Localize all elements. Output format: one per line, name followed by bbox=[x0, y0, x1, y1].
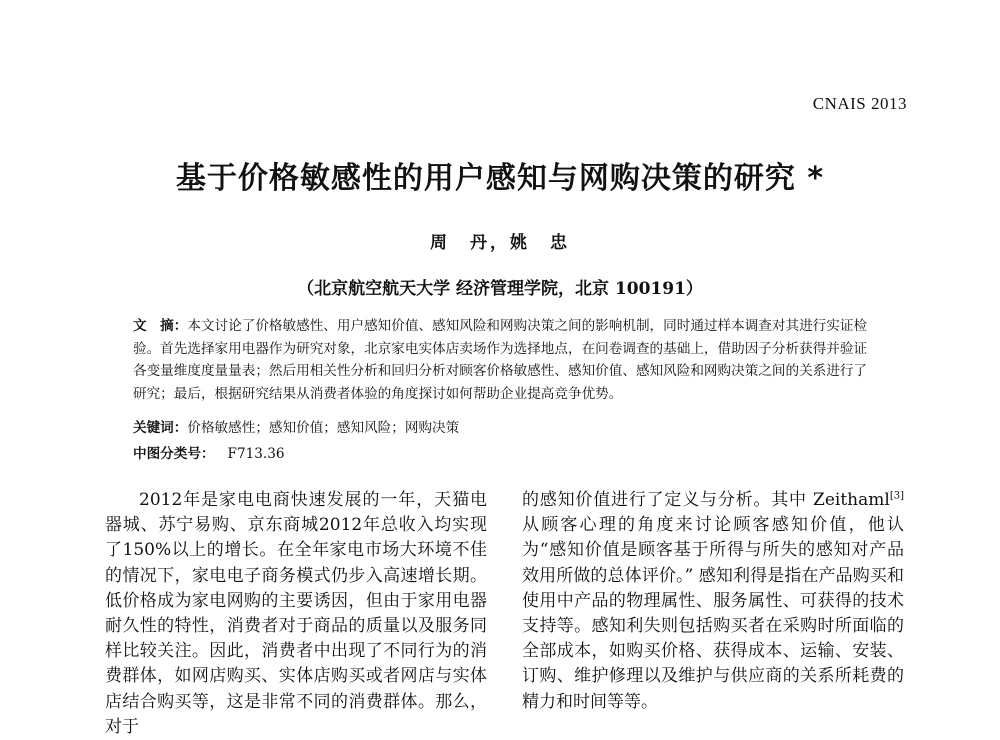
body-column-right bbox=[522, 488, 904, 715]
classification-label: 中图分类号： bbox=[133, 446, 215, 462]
body-column-left: 2012年是家电电商快速发展的一年，天猫电器城、苏宁易购、京东商城2012年总收入均实现了150%以上的增长。在全年家电市场大环境不佳的情况下，家电电子商务模式仍步入高速增长期。低价格成为家电网购的主要诱因，但由于家用电器耐久性的特性，消费者对于商品的质量以及服务同样比较关注。因此，消费者中出现了不同行为的消费群体，如网店购买、实体店购买或者网店与实体店结合购买等，这是非常不同的消费群体。那么，对于 bbox=[105, 490, 487, 737]
keywords bbox=[133, 416, 459, 436]
keywords-label: 关键词： bbox=[133, 420, 188, 436]
paper-title: 基于价格敏感性的用户感知与网购决策的研究 * bbox=[175, 161, 825, 196]
affiliation: （北京航空航天大学 经济管理学院，北京 100191） bbox=[297, 279, 703, 299]
body-right-pre: 的感知价值进行了定义与分析。其中 Zeithaml bbox=[522, 490, 890, 510]
keywords-text: 价格敏感性；感知价值；感知风险；网购决策 bbox=[187, 420, 460, 436]
abstract-label: 文 摘： bbox=[133, 318, 188, 334]
citation-ref: [3] bbox=[889, 490, 904, 502]
classification-code: F713.36 bbox=[227, 446, 285, 462]
conference-tag: CNAIS 2013 bbox=[812, 94, 907, 113]
abstract-text: 本文讨论了价格敏感性、用户感知价值、感知风险和网购决策之间的影响机制，同时通过样本调查对其进行实证检验。首先选择家用电器作为研究对象，北京家电实体店卖场作为选择地点，在问卷调查的基础上，借助因子分析获得并验证各变量维度度量量表；然后用相关性分析和回归分析对顾客价格敏感性、感知价值、感知风险和网购决策之间的关系进行了研究；最后，根据研究结果从消费者体验的角度探讨如何帮助企业提高竞争优势。 bbox=[133, 318, 868, 402]
abstract bbox=[133, 315, 873, 405]
classification bbox=[133, 442, 285, 462]
authors: 周 丹，姚 忠 bbox=[430, 233, 570, 253]
body-right-post: 从顾客心理的角度来讨论顾客感知价值，他认为“感知价值是顾客基于所得与所失的感知对产品效用所做的总体评价。” 感知利得是指在产品购买和使用中产品的物理属性、服务属性、可获得的技术支持等。感知利失则包括购买者在采购时所面临的全部成本，如购买价格、获得成本、运输、安装、订购、维护修理以及维护与供应商的关系所耗费的精力和时间等等。 bbox=[522, 515, 904, 712]
